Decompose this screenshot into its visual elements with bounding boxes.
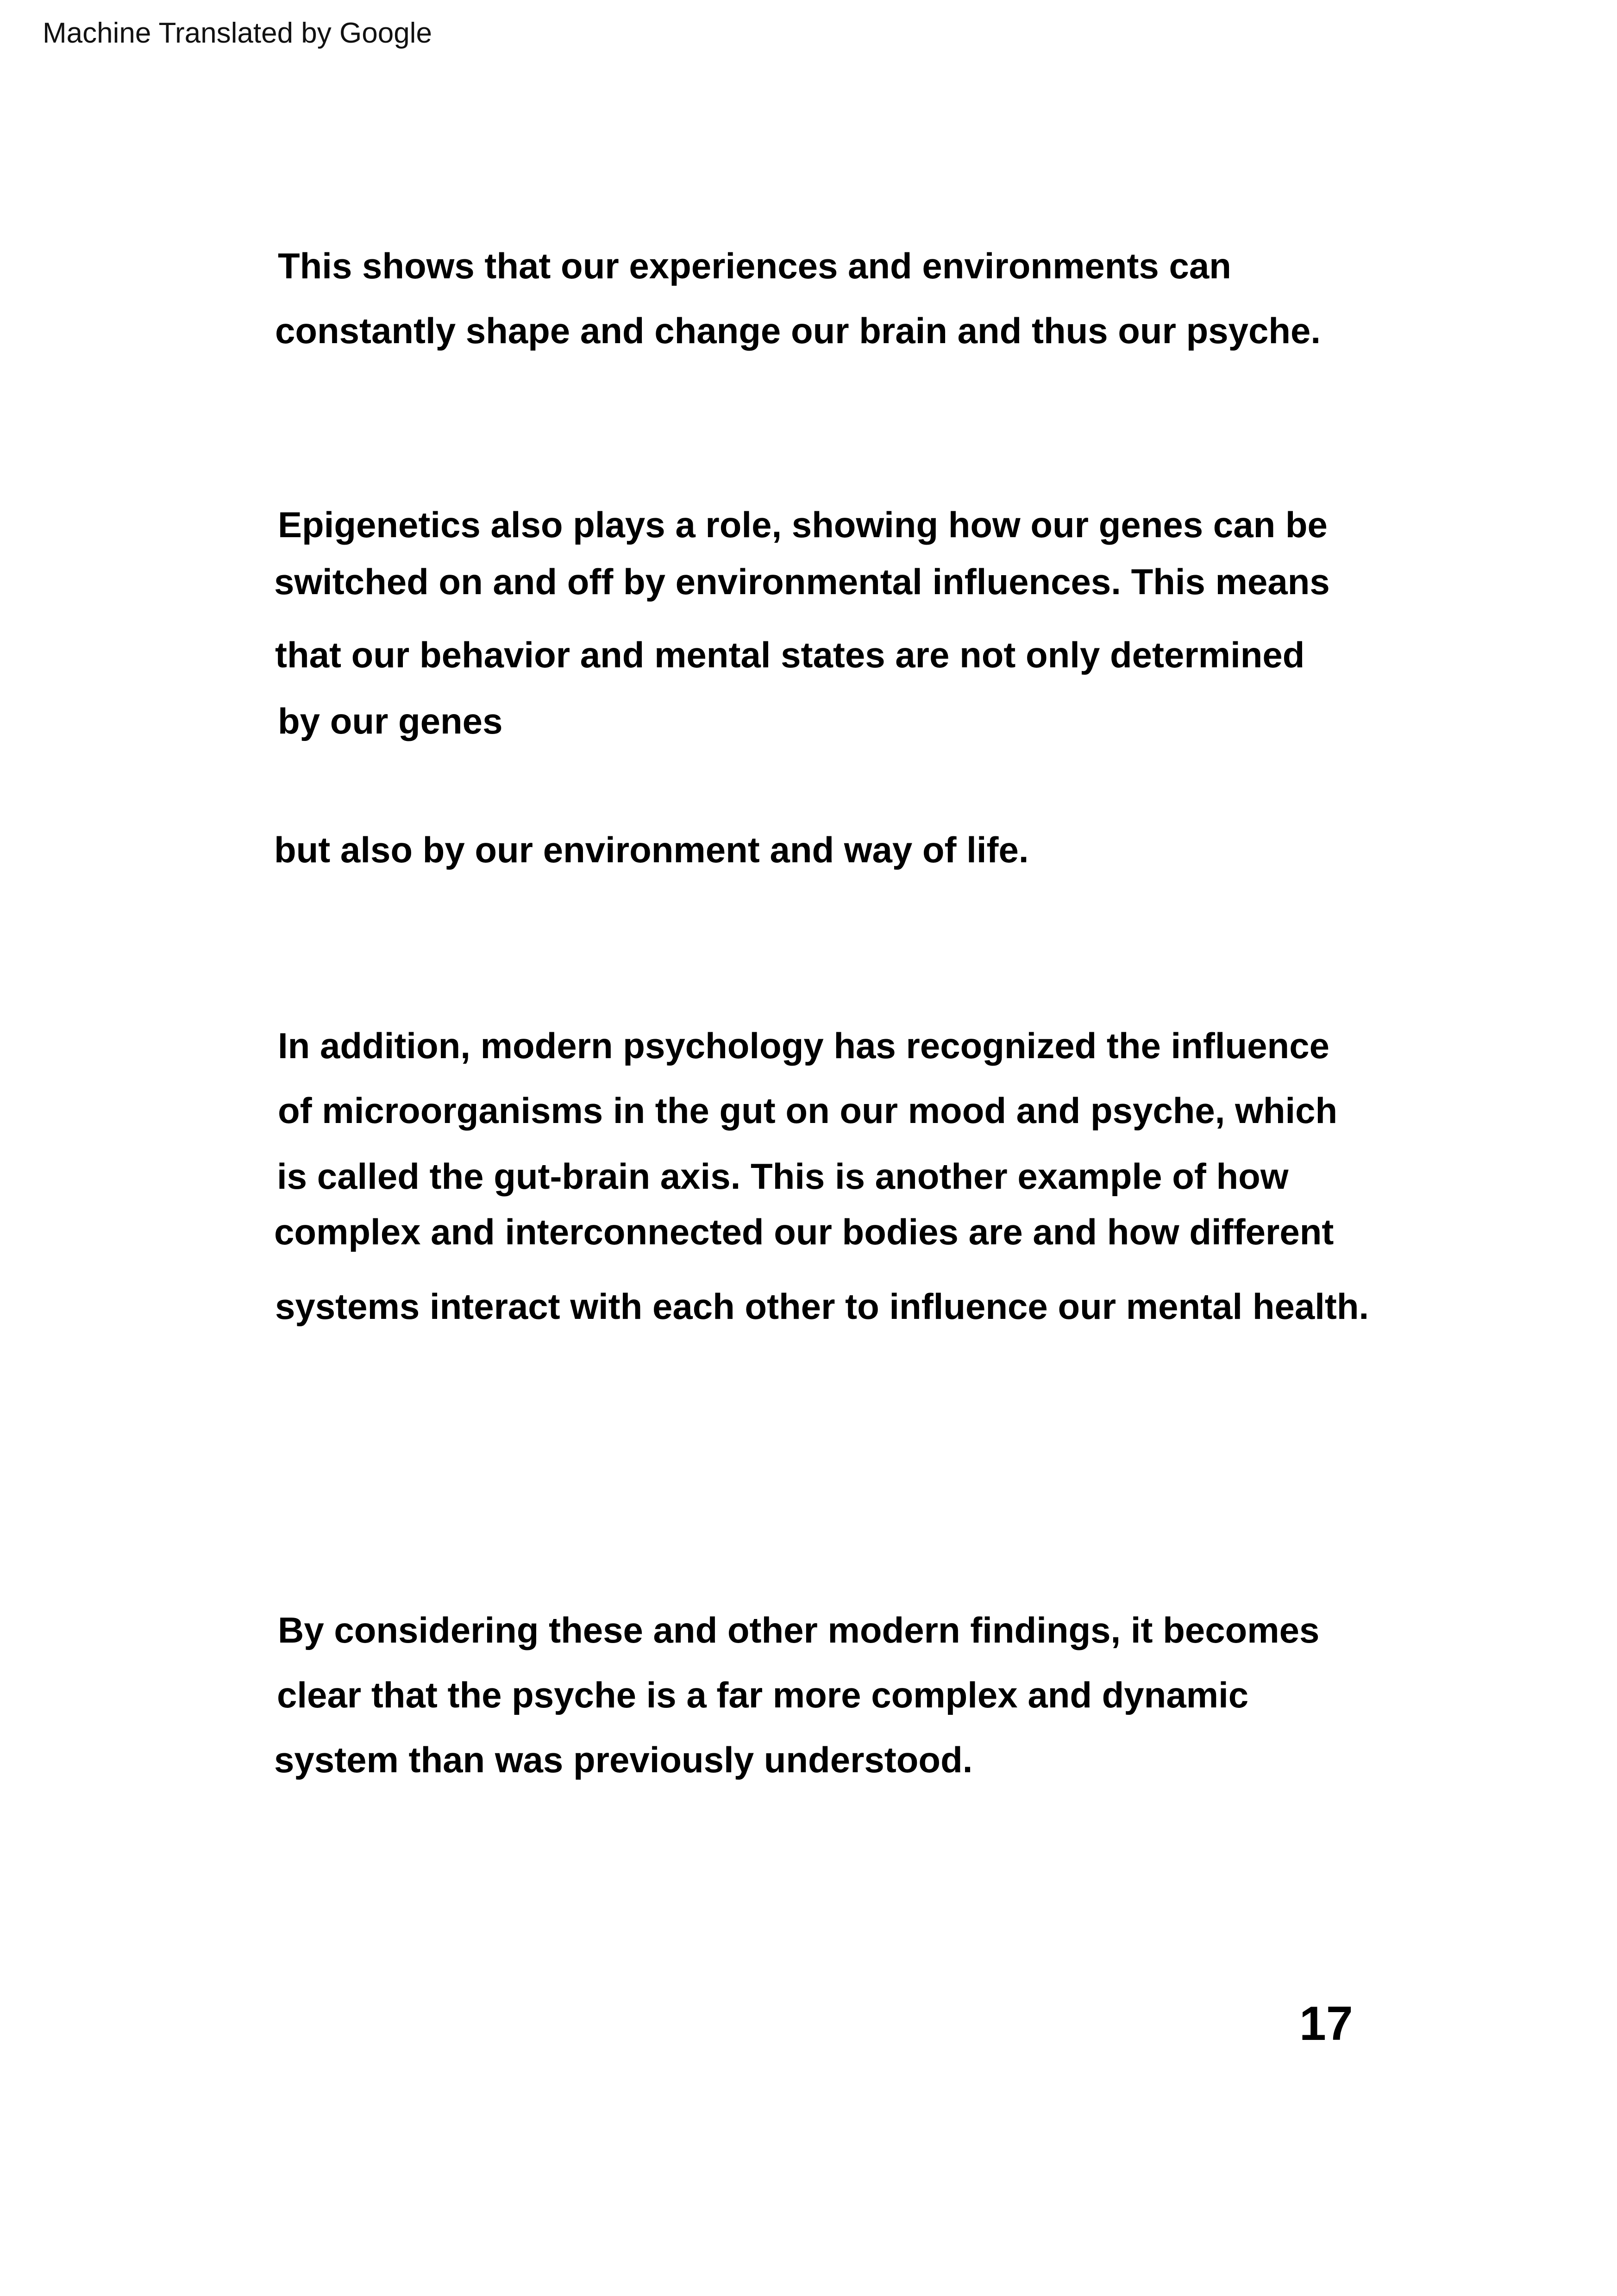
paragraph-1-line-1: This shows that our experiences and environments can (278, 245, 1231, 286)
paragraph-4-line-3: system than was previously understood. (274, 1739, 973, 1780)
page-number: 17 (1299, 1997, 1353, 2051)
paragraph-2-line-5: but also by our environment and way of life. (274, 829, 1029, 870)
paragraph-2-line-2: switched on and off by environmental influences. This means (274, 561, 1330, 602)
paragraph-3-line-4: complex and interconnected our bodies are and how different (274, 1211, 1334, 1252)
translation-notice: Machine Translated by Google (43, 17, 432, 49)
paragraph-3-line-2: of microorganisms in the gut on our mood and psyche, which (278, 1090, 1338, 1131)
paragraph-4-line-1: By considering these and other modern findings, it becomes (278, 1610, 1320, 1650)
paragraph-3-line-1: In addition, modern psychology has recognized the influence (278, 1025, 1329, 1066)
paragraph-2-line-1: Epigenetics also plays a role, showing how our genes can be (278, 504, 1328, 545)
paragraph-2-line-4: by our genes (278, 701, 503, 741)
paragraph-3-line-5: systems interact with each other to influence our mental health. (275, 1286, 1369, 1327)
paragraph-4-line-2: clear that the psyche is a far more complex and dynamic (277, 1675, 1249, 1715)
paragraph-1-line-2: constantly shape and change our brain and thus our psyche. (275, 310, 1321, 351)
paragraph-3-line-3: is called the gut-brain axis. This is another example of how (277, 1156, 1289, 1197)
paragraph-2-line-3: that our behavior and mental states are not only determined (275, 634, 1305, 675)
